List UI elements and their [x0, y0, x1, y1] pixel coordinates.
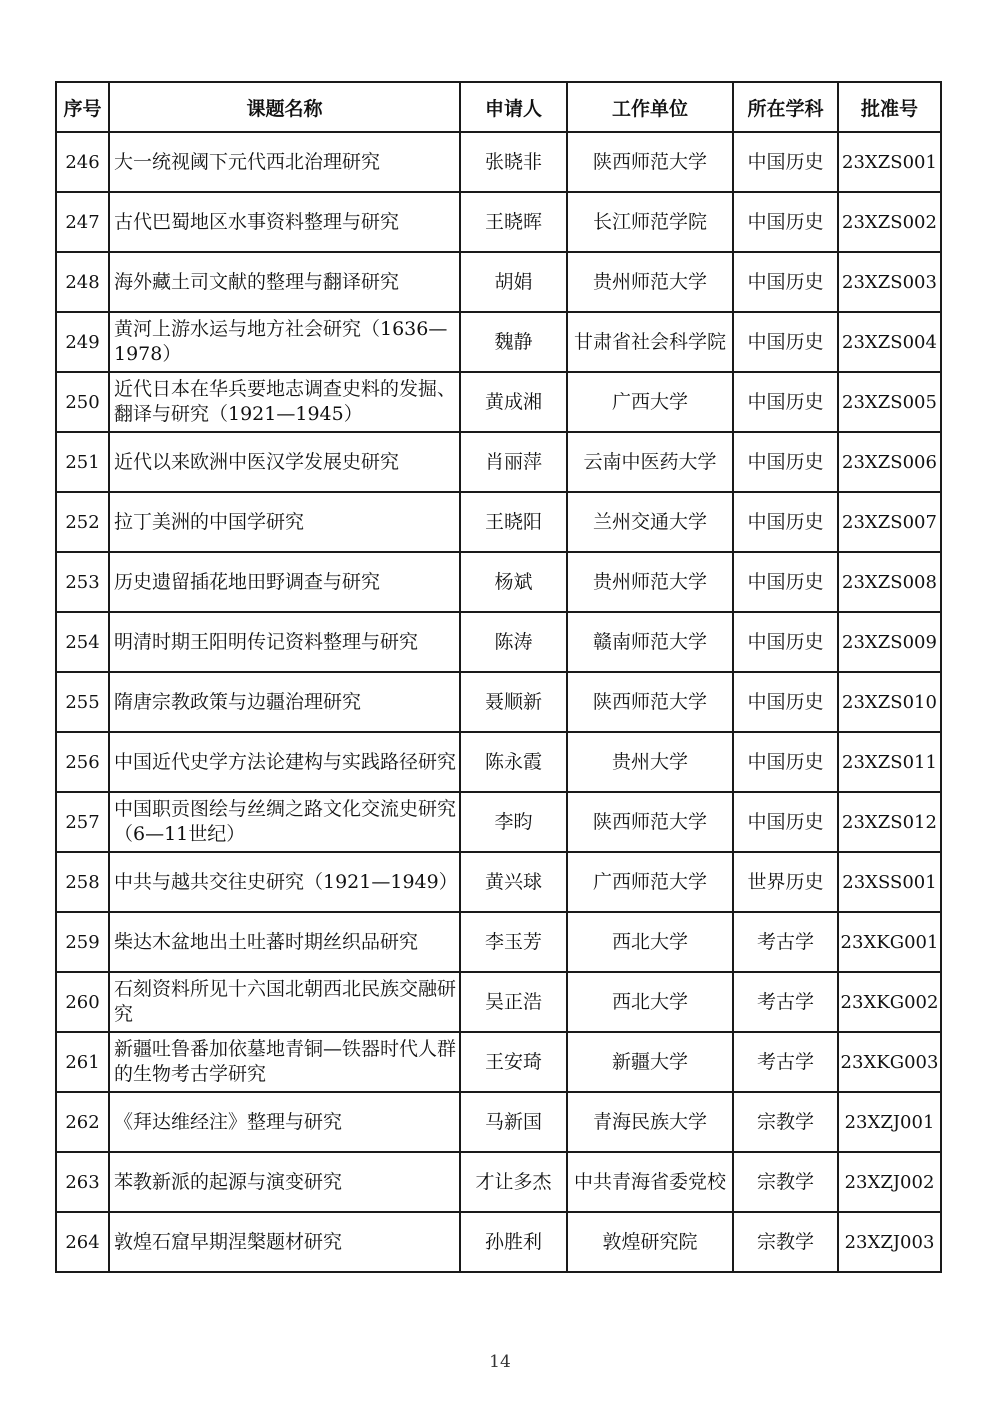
header-title: 课题名称: [109, 82, 460, 132]
cell-approval: 23XZS011: [838, 732, 941, 792]
cell-title: 石刻资料所见十六国北朝西北民族交融研究: [109, 972, 460, 1032]
cell-title: 大一统视阈下元代西北治理研究: [109, 132, 460, 192]
cell-unit: 长江师范学院: [567, 192, 733, 252]
cell-title: 中国近代史学方法论建构与实践路径研究: [109, 732, 460, 792]
cell-title: 苯教新派的起源与演变研究: [109, 1152, 460, 1212]
cell-unit: 广西师范大学: [567, 852, 733, 912]
cell-title: 明清时期王阳明传记资料整理与研究: [109, 612, 460, 672]
cell-seq: 247: [56, 192, 109, 252]
cell-title: 近代日本在华兵要地志调查史料的发掘、翻译与研究（1921—1945）: [109, 372, 460, 432]
cell-applicant: 马新国: [460, 1092, 567, 1152]
cell-seq: 262: [56, 1092, 109, 1152]
cell-title: 隋唐宗教政策与边疆治理研究: [109, 672, 460, 732]
cell-seq: 257: [56, 792, 109, 852]
cell-discipline: 考古学: [733, 912, 838, 972]
cell-applicant: 张晓非: [460, 132, 567, 192]
header-row: [56, 82, 941, 132]
cell-applicant: 李玉芳: [460, 912, 567, 972]
cell-approval: 23XKG001: [838, 912, 941, 972]
cell-unit: 兰州交通大学: [567, 492, 733, 552]
cell-approval: 23XZS010: [838, 672, 941, 732]
cell-approval: 23XKG003: [838, 1032, 941, 1092]
cell-applicant: 王晓阳: [460, 492, 567, 552]
cell-applicant: 才让多杰: [460, 1152, 567, 1212]
cell-seq: 252: [56, 492, 109, 552]
cell-approval: 23XZS009: [838, 612, 941, 672]
cell-unit: 甘肃省社会科学院: [567, 312, 733, 372]
cell-applicant: 聂顺新: [460, 672, 567, 732]
table-row: [56, 1032, 941, 1092]
cell-applicant: 王晓晖: [460, 192, 567, 252]
table-row: [56, 132, 941, 192]
table-row: [56, 612, 941, 672]
cell-applicant: 胡娟: [460, 252, 567, 312]
cell-discipline: 宗教学: [733, 1092, 838, 1152]
cell-approval: 23XZS007: [838, 492, 941, 552]
table-row: [56, 552, 941, 612]
page-number: 14: [489, 1352, 511, 1372]
table-row: [56, 852, 941, 912]
cell-seq: 255: [56, 672, 109, 732]
table-row: [56, 312, 941, 372]
cell-title: 历史遗留插花地田野调查与研究: [109, 552, 460, 612]
header-seq: 序号: [56, 82, 109, 132]
cell-unit: 中共青海省委党校: [567, 1152, 733, 1212]
cell-discipline: 考古学: [733, 972, 838, 1032]
cell-discipline: 中国历史: [733, 792, 838, 852]
cell-applicant: 陈永霞: [460, 732, 567, 792]
cell-approval: 23XZS002: [838, 192, 941, 252]
table-body: [56, 132, 941, 1272]
header-unit: 工作单位: [567, 82, 733, 132]
cell-approval: 23XZS012: [838, 792, 941, 852]
cell-applicant: 吴正浩: [460, 972, 567, 1032]
cell-unit: 贵州师范大学: [567, 552, 733, 612]
cell-title: 古代巴蜀地区水事资料整理与研究: [109, 192, 460, 252]
cell-unit: 陕西师范大学: [567, 792, 733, 852]
cell-seq: 253: [56, 552, 109, 612]
table-row: [56, 672, 941, 732]
cell-unit: 云南中医药大学: [567, 432, 733, 492]
cell-title: 海外藏土司文献的整理与翻译研究: [109, 252, 460, 312]
cell-discipline: 中国历史: [733, 612, 838, 672]
cell-discipline: 中国历史: [733, 192, 838, 252]
cell-discipline: 中国历史: [733, 312, 838, 372]
cell-seq: 261: [56, 1032, 109, 1092]
cell-applicant: 黄成湘: [460, 372, 567, 432]
cell-approval: 23XZS003: [838, 252, 941, 312]
cell-applicant: 孙胜利: [460, 1212, 567, 1272]
cell-seq: 254: [56, 612, 109, 672]
table-row: [56, 192, 941, 252]
table-row: [56, 1152, 941, 1212]
cell-unit: 陕西师范大学: [567, 672, 733, 732]
table-row: [56, 732, 941, 792]
cell-title: 近代以来欧洲中医汉学发展史研究: [109, 432, 460, 492]
cell-discipline: 中国历史: [733, 552, 838, 612]
cell-approval: 23XZJ001: [838, 1092, 941, 1152]
cell-approval: 23XZJ002: [838, 1152, 941, 1212]
cell-title: 中国职贡图绘与丝绸之路文化交流史研究（6—11世纪）: [109, 792, 460, 852]
table-header: [56, 82, 941, 132]
cell-discipline: 世界历史: [733, 852, 838, 912]
cell-approval: 23XZS001: [838, 132, 941, 192]
cell-title: 中共与越共交往史研究（1921—1949）: [109, 852, 460, 912]
header-applicant: 申请人: [460, 82, 567, 132]
cell-title: 《拜达维经注》整理与研究: [109, 1092, 460, 1152]
cell-seq: 251: [56, 432, 109, 492]
cell-unit: 西北大学: [567, 912, 733, 972]
cell-applicant: 黄兴球: [460, 852, 567, 912]
table-row: [56, 372, 941, 432]
cell-discipline: 中国历史: [733, 252, 838, 312]
table-row: [56, 792, 941, 852]
header-discipline: 所在学科: [733, 82, 838, 132]
cell-seq: 248: [56, 252, 109, 312]
table-row: [56, 492, 941, 552]
cell-unit: 贵州大学: [567, 732, 733, 792]
cell-discipline: 中国历史: [733, 672, 838, 732]
cell-seq: 258: [56, 852, 109, 912]
cell-seq: 250: [56, 372, 109, 432]
project-table: [55, 81, 942, 1273]
cell-applicant: 陈涛: [460, 612, 567, 672]
cell-applicant: 王安琦: [460, 1032, 567, 1092]
cell-seq: 264: [56, 1212, 109, 1272]
cell-approval: 23XZS008: [838, 552, 941, 612]
cell-approval: 23XZS006: [838, 432, 941, 492]
cell-seq: 259: [56, 912, 109, 972]
cell-title: 黄河上游水运与地方社会研究（1636—1978）: [109, 312, 460, 372]
cell-unit: 西北大学: [567, 972, 733, 1032]
cell-seq: 249: [56, 312, 109, 372]
header-approval: 批准号: [838, 82, 941, 132]
cell-discipline: 考古学: [733, 1032, 838, 1092]
cell-unit: 新疆大学: [567, 1032, 733, 1092]
cell-title: 新疆吐鲁番加依墓地青铜—铁器时代人群的生物考古学研究: [109, 1032, 460, 1092]
cell-seq: 256: [56, 732, 109, 792]
cell-seq: 263: [56, 1152, 109, 1212]
cell-approval: 23XKG002: [838, 972, 941, 1032]
cell-discipline: 宗教学: [733, 1212, 838, 1272]
table-row: [56, 1092, 941, 1152]
cell-seq: 260: [56, 972, 109, 1032]
cell-discipline: 中国历史: [733, 492, 838, 552]
cell-applicant: 李昀: [460, 792, 567, 852]
cell-unit: 广西大学: [567, 372, 733, 432]
table-row: [56, 432, 941, 492]
cell-discipline: 中国历史: [733, 732, 838, 792]
cell-title: 敦煌石窟早期涅槃题材研究: [109, 1212, 460, 1272]
cell-discipline: 中国历史: [733, 432, 838, 492]
table-row: [56, 252, 941, 312]
cell-discipline: 宗教学: [733, 1152, 838, 1212]
cell-approval: 23XZS004: [838, 312, 941, 372]
table-row: [56, 1212, 941, 1272]
cell-applicant: 杨斌: [460, 552, 567, 612]
cell-approval: 23XZS005: [838, 372, 941, 432]
cell-unit: 贵州师范大学: [567, 252, 733, 312]
cell-seq: 246: [56, 132, 109, 192]
cell-unit: 敦煌研究院: [567, 1212, 733, 1272]
cell-approval: 23XSS001: [838, 852, 941, 912]
cell-applicant: 肖丽萍: [460, 432, 567, 492]
cell-unit: 青海民族大学: [567, 1092, 733, 1152]
cell-discipline: 中国历史: [733, 132, 838, 192]
table-row: [56, 972, 941, 1032]
table-row: [56, 912, 941, 972]
cell-applicant: 魏静: [460, 312, 567, 372]
cell-approval: 23XZJ003: [838, 1212, 941, 1272]
cell-discipline: 中国历史: [733, 372, 838, 432]
cell-unit: 陕西师范大学: [567, 132, 733, 192]
cell-unit: 赣南师范大学: [567, 612, 733, 672]
cell-title: 拉丁美洲的中国学研究: [109, 492, 460, 552]
cell-title: 柴达木盆地出土吐蕃时期丝织品研究: [109, 912, 460, 972]
